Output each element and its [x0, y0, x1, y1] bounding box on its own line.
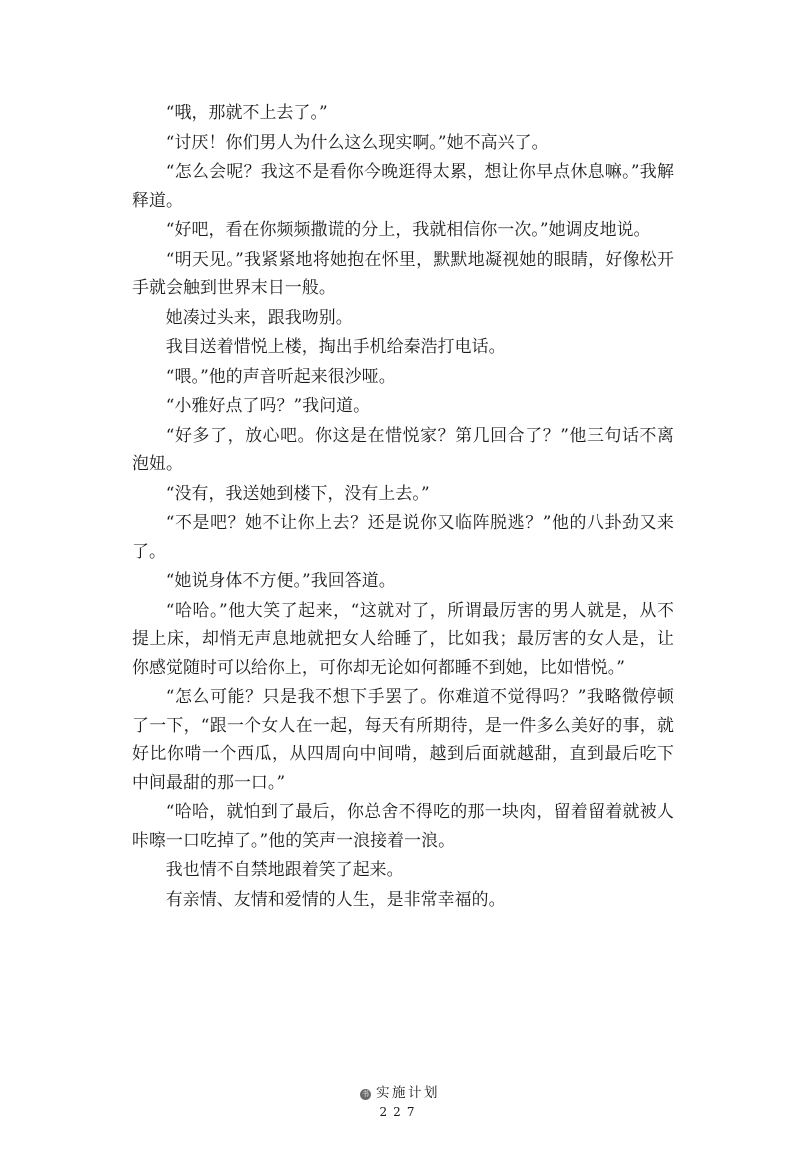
- paragraph: “没有，我送她到楼下，没有上去。”: [165, 482, 430, 503]
- paragraph: “喂。”他的声音听起来很沙哑。: [165, 365, 396, 386]
- paragraph: “怎么可能？只是我不想下手罢了。你难道不觉得吗？”我略微停顿了一下，“跟一个女人在一起，每天有所期待，是一件多么美好的事，就好比你啃一个西瓜，从四周向中间啃，越到后面就越甜，直到最后吃下中间最甜的那一口。”: [132, 686, 674, 792]
- paragraph: 我也情不自禁地跟着笑了起来。: [165, 859, 404, 879]
- seal-icon: 书: [362, 1090, 369, 1098]
- paragraph: “小雅好点了吗？”我问道。: [165, 395, 371, 415]
- paragraph: “明天见。”我紧紧地将她抱在怀里，默默地凝视她的眼睛，好像松开手就会触到世界末日一般。: [132, 248, 674, 297]
- paragraph: “哈哈，就怕到了最后，你总舍不得吃的那一块肉，留着留着就被人咔嚓一口吃掉了。”他的笑声一浪接着一浪。: [132, 801, 674, 850]
- paragraph: “怎么会呢？我这不是看你今晚逛得太累，想让你早点休息嘛。”我解释道。: [132, 161, 674, 210]
- running-head: [0, 1084, 800, 1102]
- paragraph: “不是吧？她不让你上去？还是说你又临阵脱逃？”他的八卦劲又来了。: [132, 512, 674, 561]
- body-text: [132, 98, 674, 914]
- paragraph: “好多了，放心吧。你这是在惜悦家？第几回合了？”他三句话不离泡妞。: [132, 424, 674, 473]
- paragraph: “好吧，看在你频频撒谎的分上，我就相信你一次。”她调皮地说。: [165, 219, 651, 239]
- page-number: 227: [379, 1105, 421, 1119]
- paragraph: 我目送着惜悦上楼，掏出手机给秦浩打电话。: [165, 336, 506, 356]
- paragraph: 有亲情、友情和爱情的人生，是非常幸福的。: [165, 888, 506, 909]
- paragraph: “她说身体不方便。”我回答道。: [165, 570, 396, 590]
- paragraph: “哦，那就不上去了。”: [165, 102, 328, 122]
- running-head-text: 实施计划: [376, 1085, 440, 1101]
- paragraph: 她凑过头来，跟我吻别。: [165, 306, 353, 327]
- paragraph: “哈哈。”他大笑了起来，“这就对了，所谓最厉害的男人就是，从不提上床，却悄无声息地就把女人给睡了，比如我；最厉害的女人是，让你感觉随时可以给你上，可你却无论如何都睡不到她，比如惜悦。”: [132, 599, 674, 677]
- paragraph: “讨厌！你们男人为什么这么现实啊。”她不高兴了。: [165, 131, 549, 152]
